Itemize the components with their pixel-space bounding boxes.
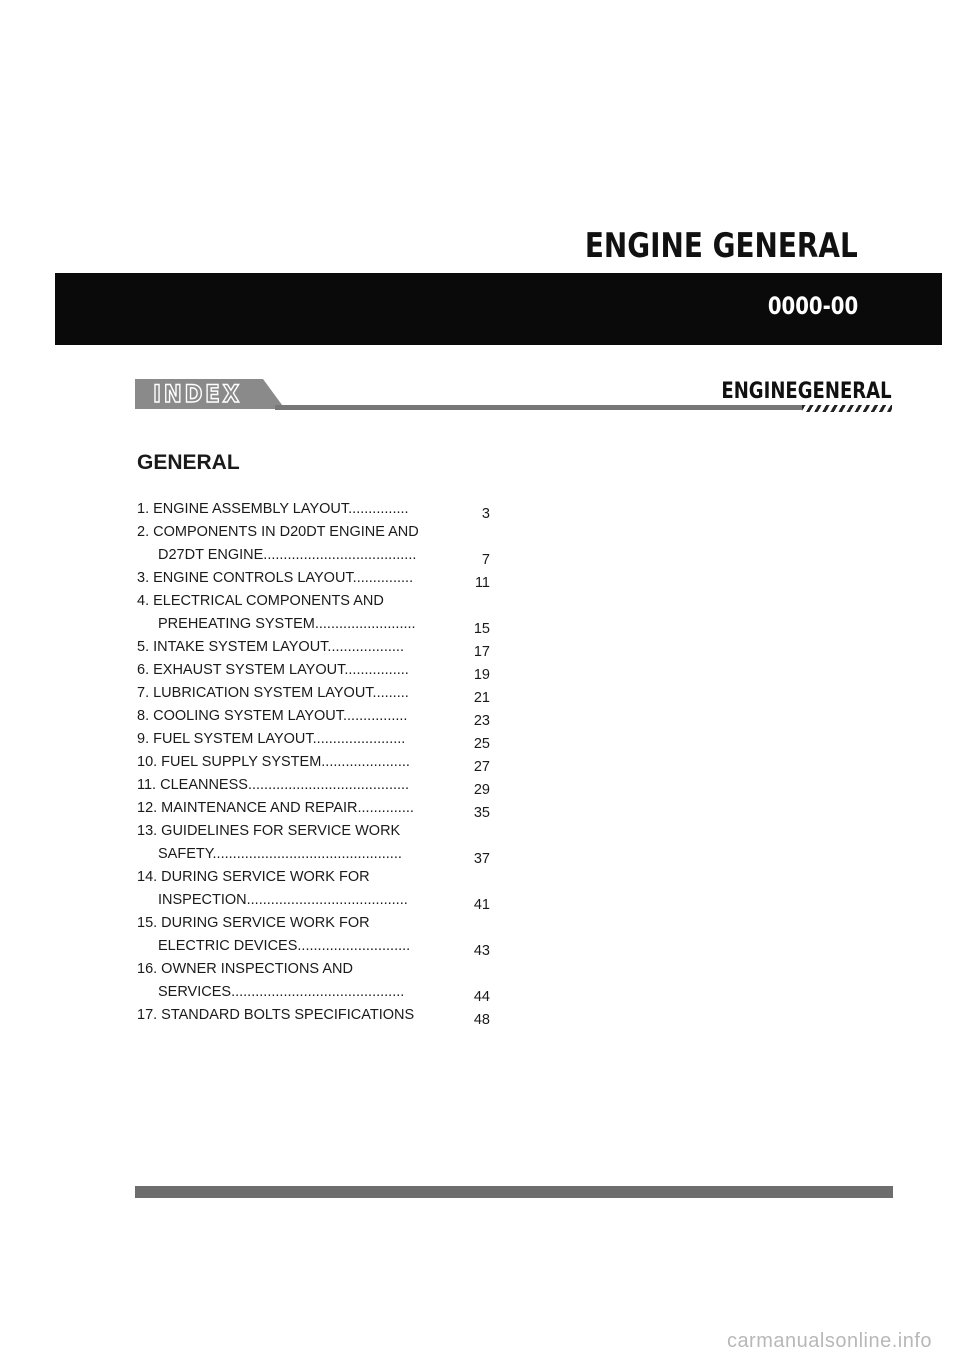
toc-item-page: 27 <box>473 759 490 775</box>
toc-item-page: 7 <box>481 552 490 568</box>
toc-item-title: 12. MAINTENANCE AND REPAIR.............. <box>137 800 414 816</box>
toc-item-title: 16. OWNER INSPECTIONS AND <box>137 961 353 977</box>
toc-item[interactable] <box>137 636 497 659</box>
toc-item-title: 6. EXHAUST SYSTEM LAYOUT................ <box>137 662 409 678</box>
index-label: INDEX <box>153 380 242 408</box>
toc-item-title: 1. ENGINE ASSEMBLY LAYOUT............... <box>137 501 409 517</box>
toc-item[interactable] <box>137 1004 497 1027</box>
toc-item-page: 41 <box>473 897 490 913</box>
toc-item-title: 8. COOLING SYSTEM LAYOUT................ <box>137 708 408 724</box>
section-heading: GENERAL <box>137 451 240 474</box>
toc-item[interactable] <box>137 659 497 682</box>
toc-item-page: 19 <box>473 667 490 683</box>
section-code: 0000-00 <box>767 292 858 320</box>
toc-item[interactable] <box>137 682 497 705</box>
toc-item-title: 5. INTAKE SYSTEM LAYOUT................... <box>137 639 404 655</box>
toc-item-page: 25 <box>473 736 490 752</box>
toc-item[interactable] <box>137 498 497 521</box>
toc-item-page: 15 <box>473 621 490 637</box>
toc-item-title: 11. CLEANNESS........................................ <box>137 777 410 793</box>
toc-item-page: 29 <box>473 782 490 798</box>
toc-item[interactable] <box>137 751 497 774</box>
toc-item-title: 2. COMPONENTS IN D20DT ENGINE AND <box>137 524 419 540</box>
toc-item[interactable] <box>137 958 497 1004</box>
toc-item-title: 17. STANDARD BOLTS SPECIFICATIONS <box>137 1007 415 1023</box>
toc-item-page: 17 <box>473 644 490 660</box>
toc-item-title: 15. DURING SERVICE WORK FOR <box>137 915 370 931</box>
toc-item-title: 3. ENGINE CONTROLS LAYOUT............... <box>137 570 414 586</box>
footer-bar <box>135 1186 893 1198</box>
toc-item-page: 37 <box>473 851 490 867</box>
index-section-title: ENGINEGENERAL <box>721 379 892 404</box>
toc-item-title: 13. GUIDELINES FOR SERVICE WORK <box>137 823 401 839</box>
toc-item-title: PREHEATING SYSTEM......................... <box>158 616 416 632</box>
toc-item-title: 7. LUBRICATION SYSTEM LAYOUT......... <box>137 685 409 701</box>
toc-item-page: 3 <box>481 506 490 522</box>
toc-item[interactable] <box>137 774 497 797</box>
toc-item-page: 44 <box>473 989 490 1005</box>
toc-item[interactable] <box>137 866 497 912</box>
toc-item[interactable] <box>137 912 497 958</box>
toc-item-title: 10. FUEL SUPPLY SYSTEM...................... <box>137 754 410 770</box>
toc-item-title: INSPECTION........................................ <box>158 892 408 908</box>
toc-item-title: ELECTRIC DEVICES............................ <box>158 938 411 954</box>
toc-item-page: 48 <box>473 1012 490 1028</box>
toc-item-title: D27DT ENGINE...................................... <box>158 547 417 563</box>
toc-item-page: 11 <box>474 575 490 591</box>
toc-item-title: 14. DURING SERVICE WORK FOR <box>137 869 370 885</box>
toc-item-title: 4. ELECTRICAL COMPONENTS AND <box>137 593 384 609</box>
page-title: ENGINE GENERAL <box>585 226 858 266</box>
toc-item-page: 21 <box>473 690 490 706</box>
watermark: carmanualsonline.info <box>726 1330 932 1352</box>
toc-item[interactable] <box>137 590 497 636</box>
toc-item-title: SERVICES........................................... <box>158 984 405 1000</box>
toc-item[interactable] <box>137 728 497 751</box>
toc-item[interactable] <box>137 705 497 728</box>
toc-item-page: 43 <box>473 943 490 959</box>
toc-item-title: SAFETY............................................... <box>158 846 402 862</box>
toc-item[interactable] <box>137 820 497 866</box>
index-bar <box>135 379 892 419</box>
table-of-contents <box>137 498 497 1027</box>
toc-item[interactable] <box>137 521 497 567</box>
toc-item-title: 9. FUEL SYSTEM LAYOUT....................... <box>137 731 406 747</box>
toc-item-page: 35 <box>473 805 490 821</box>
index-divider <box>275 405 892 410</box>
toc-item[interactable] <box>137 797 497 820</box>
toc-item-page: 23 <box>473 713 490 729</box>
toc-item[interactable] <box>137 567 497 590</box>
hatch-decoration <box>802 405 892 412</box>
